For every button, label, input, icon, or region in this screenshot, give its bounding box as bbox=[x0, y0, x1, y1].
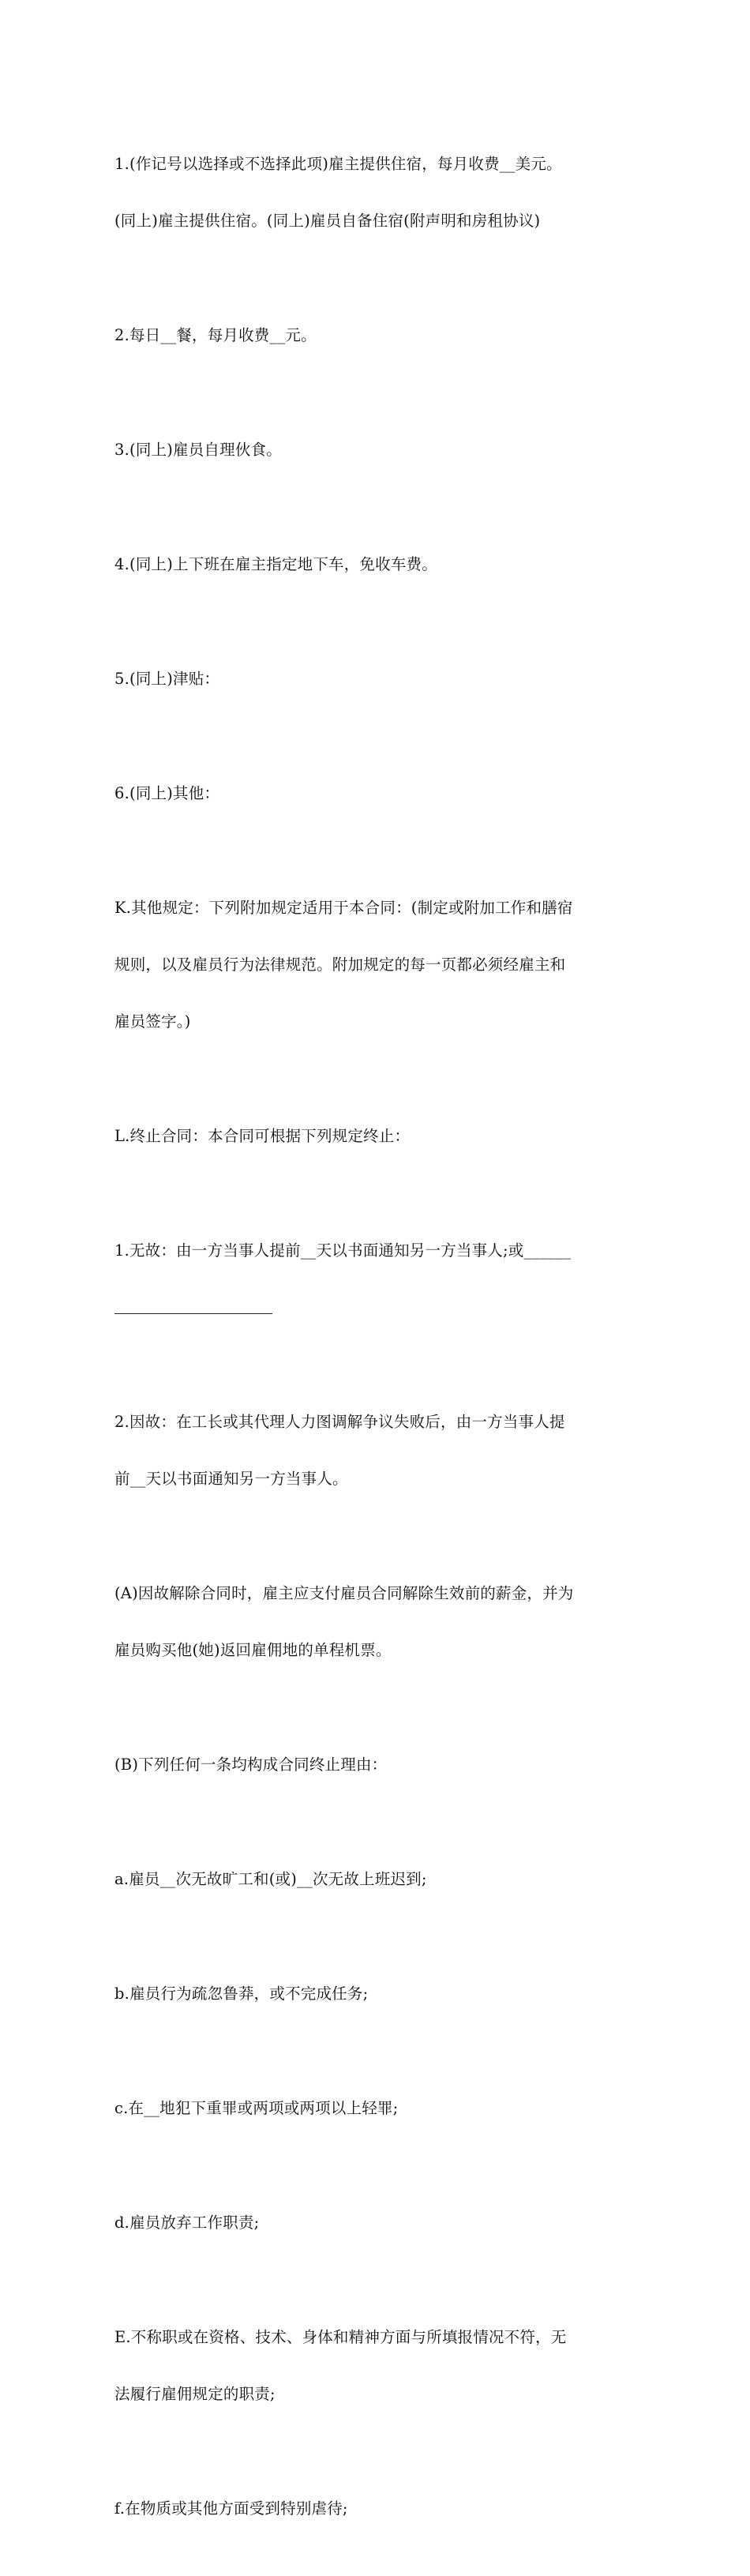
text-line: 3.(同上)雇员自理伙食。 bbox=[114, 441, 282, 459]
ground-d-abandonment bbox=[114, 2176, 637, 2270]
clause-3-self-meals bbox=[114, 403, 637, 498]
text-line: b.雇员行为疏忽鲁莽，或不完成任务; bbox=[114, 1985, 369, 2003]
clause-b-grounds bbox=[114, 1718, 637, 1812]
text-line: 2.每日__餐，每月收费__元。 bbox=[114, 326, 317, 344]
clause-2-meals bbox=[114, 288, 637, 383]
text-line: a.雇员__次无故旷工和(或)__次无故上班迟到; bbox=[114, 1870, 427, 1888]
termination-with-cause bbox=[114, 1375, 637, 1526]
text-line: (B)下列任何一条均构成合同终止理由： bbox=[114, 1756, 388, 1774]
ground-f-abuse bbox=[114, 2461, 637, 2556]
text-line: 雇员签字。) bbox=[114, 1012, 191, 1031]
text-line: d.雇员放弃工作职责; bbox=[114, 2214, 260, 2232]
text-line: f.在物质或其他方面受到特别虐待; bbox=[114, 2499, 348, 2518]
text-line: 6.(同上)其他： bbox=[114, 784, 220, 802]
ground-b-negligence bbox=[114, 1947, 637, 2041]
text-line: K.其他规定：下列附加规定适用于本合同：(制定或附加工作和膳宿 bbox=[114, 899, 573, 917]
text-line: c.在__地犯下重罪或两项或两项以上轻罪; bbox=[114, 2099, 399, 2117]
text-line: 规则，以及雇员行为法律规范。附加规定的每一页都必须经雇主和 bbox=[114, 956, 566, 974]
text-line: 5.(同上)津贴： bbox=[114, 670, 220, 688]
ground-a-absence bbox=[114, 1832, 637, 1927]
text-line: L.终止合同：本合同可根据下列规定终止： bbox=[114, 1127, 411, 1145]
clause-6-other bbox=[114, 746, 637, 841]
clause-a-payment-ticket bbox=[114, 1546, 637, 1698]
clause-4-transport bbox=[114, 517, 637, 612]
section-k-other-rules bbox=[114, 861, 637, 1069]
text-line: 雇员购买他(她)返回雇佣地的单程机票。 bbox=[114, 1641, 392, 1659]
document-body bbox=[114, 117, 637, 2576]
text-line: 法履行雇佣规定的职责; bbox=[114, 2385, 276, 2403]
clause-5-allowance bbox=[114, 632, 637, 727]
text-line: 前__天以书面通知另一方当事人。 bbox=[114, 1470, 348, 1488]
text-line: (同上)雇主提供住宿。(同上)雇员自备住宿(附声明和房租协议) bbox=[114, 212, 541, 230]
section-l-termination bbox=[114, 1089, 637, 1184]
ground-c-crime bbox=[114, 2061, 637, 2156]
text-line: E.不称职或在资格、技术、身体和精神方面与所填报情况不符，无 bbox=[114, 2328, 567, 2346]
text-line: 2.因故：在工长或其代理人力图调解争议失败后，由一方当事人提 bbox=[114, 1413, 565, 1431]
text-line: (A)因故解除合同时，雇主应支付雇员合同解除生效前的薪金，并为 bbox=[114, 1584, 574, 1602]
text-line: 1.无故：由一方当事人提前__天以书面通知另一方当事人;或______ bbox=[114, 1241, 572, 1260]
clause-1-lodging bbox=[114, 117, 637, 268]
ground-e-incompetence bbox=[114, 2290, 637, 2442]
text-line: 4.(同上)上下班在雇主指定地下车，免收车费。 bbox=[114, 555, 437, 573]
text-line: 1.(作记号以选择或不选择此项)雇主提供住宿，每月收费__美元。 bbox=[114, 155, 562, 173]
underline-rule bbox=[114, 1313, 272, 1314]
termination-without-cause bbox=[114, 1204, 637, 1355]
blank-fill-line bbox=[114, 1298, 637, 1317]
